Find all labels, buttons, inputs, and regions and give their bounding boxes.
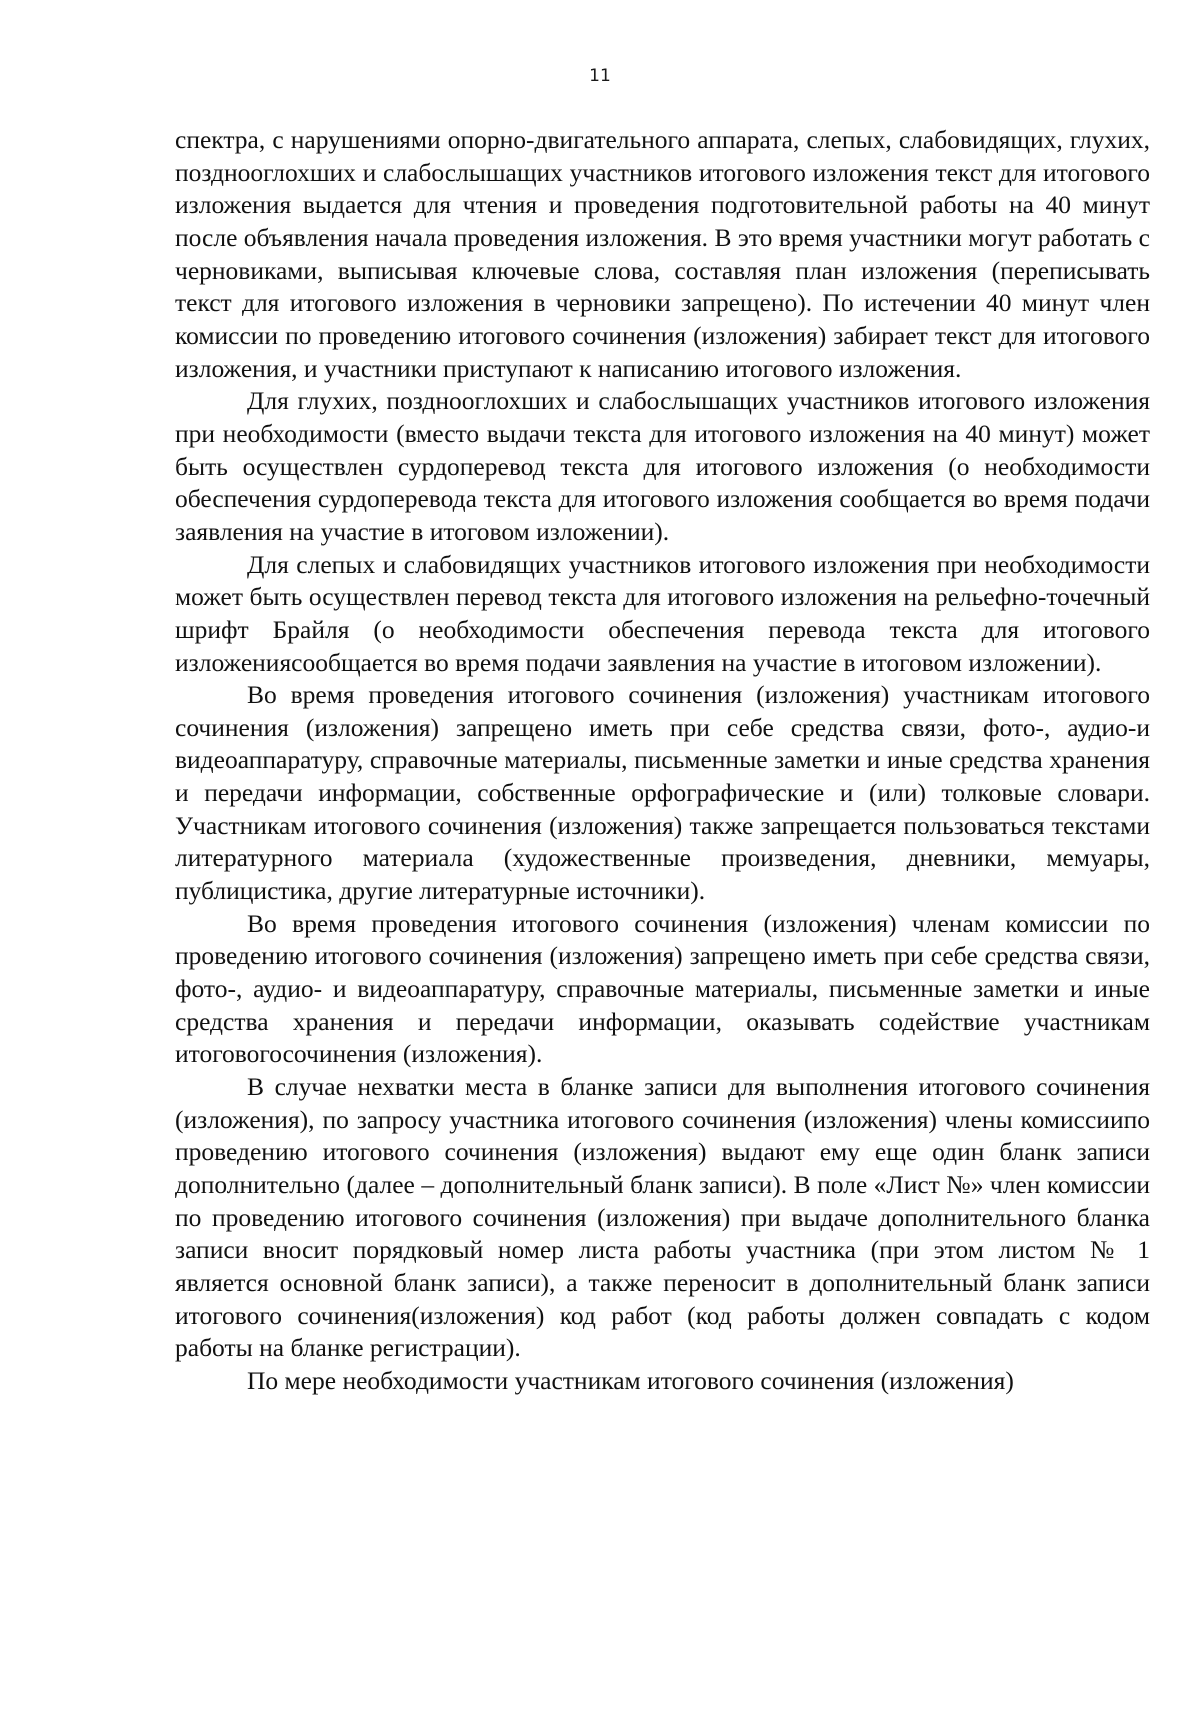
paragraph: спектра, с нарушениями опорно-двигательного аппарата, слепых, слабовидящих, глухих, позднооглохших и слабослышащих участников итогового изложения текст для итогового изложения выдается для чтения и проведения подготовительной работы на 40 минут после объявления начала проведения изложения. В это время участники могут работать с черновиками, выписывая ключевые слова, составляя план изложения (переписывать текст для итогового изложения в черновики запрещено). По истечении 40 минут член комиссии по проведению итогового сочинения (изложения) забирает текст для итогового изложения, и участники приступают к написанию итогового изложения. [175, 125, 1150, 383]
paragraph: По мере необходимости участникам итогового сочинения (изложения) [247, 1365, 1014, 1395]
paragraph: Во время проведения итогового сочинения (изложения) членам комиссии по проведению итогового сочинения (изложения) запрещено иметь при себе средства связи, фото-, аудио- и видеоаппаратуру, справочные материалы, письменные заметки и иные средства хранения и передачи информации, оказывать содействие участникам итоговогосочинения (изложения). [175, 908, 1150, 1069]
paragraph: Для глухих, позднооглохших и слабослышащих участников итогового изложения при необходимости (вместо выдачи текста для итогового изложения на 40 минут) может быть осуществлен сурдоперевод текста для итогового изложения (о необходимости обеспечения сурдоперевода текста для итогового изложения сообщается во время подачи заявления на участие в итоговом изложении). [175, 386, 1150, 546]
paragraph: Во время проведения итогового сочинения (изложения) участникам итогового сочинения (изложения) запрещено иметь при себе средства связи, фото-, аудио-и видеоаппаратуру, справочные материалы, письменные заметки и иные средства хранения и передачи информации, собственные орфографические и (или) толковые словари. Участникам итогового сочинения (изложения) также запрещается пользоваться текстами литературного материала (художественные произведения, дневники, мемуары, публицистика, другие литературные источники). [175, 680, 1150, 906]
page-number: 11 [589, 66, 611, 86]
body-text [175, 124, 1150, 1398]
paragraph: В случае нехватки места в бланке записи для выполнения итогового сочинения (изложения), по запросу участника итогового сочинения (изложения) члены комиссиипо проведению итогового сочинения (изложения) выдают ему еще один бланк записи дополнительно (далее – дополнительный бланк записи). В поле «Лист №» член комиссии по проведению итогового сочинения (изложения) при выдаче дополнительного бланка записи вносит порядковый номер листа работы участника (при этом листом № 1 является основной бланк записи), а также переносит в дополнительный бланк записи итогового сочинения(изложения) код работ (код работы должен совпадать с кодом работы на бланке регистрации). [175, 1072, 1150, 1363]
paragraph: Для слепых и слабовидящих участников итогового изложения при необходимости может быть осуществлен перевод текста для итогового изложения на рельефно-точечный шрифт Брайля (о необходимости обеспечения перевода текста для итогового изложениясообщается во время подачи заявления на участие в итоговом изложении). [175, 549, 1150, 677]
